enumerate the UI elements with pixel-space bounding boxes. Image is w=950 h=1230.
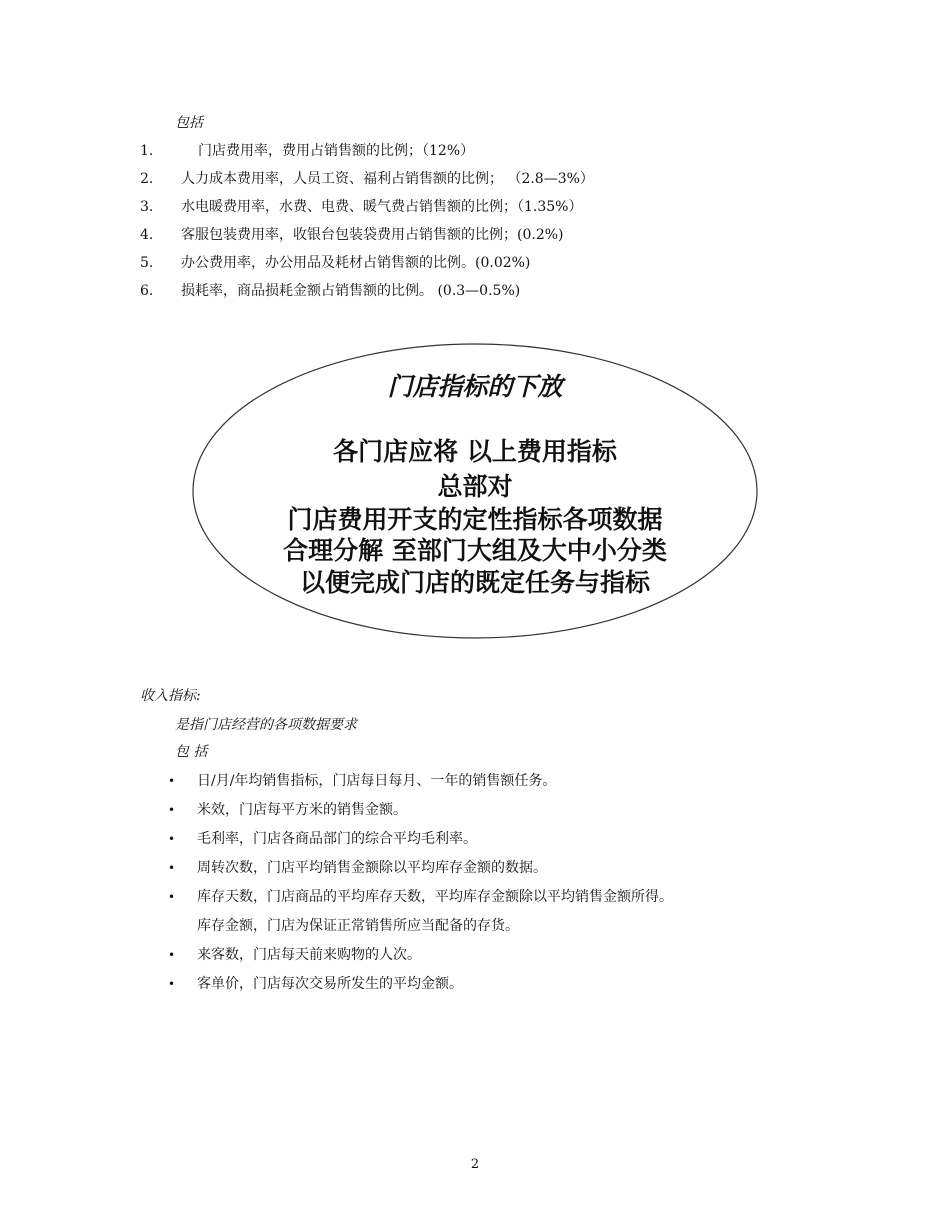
list-item: 日/月/年均销售指标，门店每日每月、一年的销售额任务。	[197, 773, 557, 789]
list-item-text: 客服包装费用率，收银台包装袋费用占销售额的比例；(0.2%)	[181, 227, 564, 243]
callout-line: 各门店应将 以上费用指标	[333, 437, 617, 466]
callout-line: 总部对	[437, 472, 513, 501]
list-item-continuation: 库存金额，门店为保证正常销售所应当配备的存货。	[197, 918, 519, 934]
bullet-icon: •	[168, 948, 176, 962]
list-item-text: 办公费用率，办公用品及耗材占销售额的比例。(0.02%)	[181, 255, 531, 271]
section2-description: 是指门店经营的各项数据要求	[175, 717, 357, 733]
bullet-icon: •	[168, 774, 176, 788]
section2-intro: 包 括	[175, 744, 208, 760]
callout-line: 合理分解 至部门大组及大中小分类	[283, 536, 667, 565]
list-item-text: 人力成本费用率，人员工资、福利占销售额的比例； （2.8—3%）	[181, 171, 594, 187]
bullet-icon: •	[168, 803, 176, 817]
list-item: 来客数，门店每天前来购物的人次。	[197, 947, 421, 963]
callout-title: 门店指标的下放	[387, 372, 563, 401]
page-number: 2	[470, 1157, 480, 1172]
section1-intro: 包括	[175, 115, 203, 131]
list-item-number: 4.	[140, 227, 154, 243]
list-item-number: 5.	[140, 255, 154, 271]
list-item-number: 2.	[140, 171, 154, 187]
list-item-text: 水电暖费用率，水费、电费、暖气费占销售额的比例；（1.35%）	[181, 199, 583, 215]
list-item: 周转次数，门店平均销售金额除以平均库存金额的数据。	[197, 860, 547, 876]
callout-line: 门店费用开支的定性指标各项数据	[287, 505, 663, 534]
list-item-number: 6.	[140, 283, 154, 299]
callout-line: 以便完成门店的既定任务与指标	[299, 568, 650, 597]
store-indicator-callout	[192, 343, 758, 639]
list-item: 米效，门店每平方米的销售金额。	[197, 802, 407, 818]
list-item: 客单价，门店每次交易所发生的平均金额。	[197, 976, 463, 992]
list-item-number: 1.	[140, 143, 154, 159]
list-item-number: 3.	[140, 199, 154, 215]
bullet-icon: •	[168, 832, 176, 846]
bullet-icon: •	[168, 890, 176, 904]
section2-heading: 收入指标:	[140, 688, 201, 704]
list-item: 毛利率，门店各商品部门的综合平均毛利率。	[197, 831, 477, 847]
list-item-text: 损耗率，商品损耗金额占销售额的比例。 (0.3—0.5%)	[181, 283, 521, 299]
list-item-text: 门店费用率，费用占销售额的比例；（12%）	[198, 143, 475, 159]
list-item: 库存天数，门店商品的平均库存天数，平均库存金额除以平均销售金额所得。	[197, 889, 673, 905]
bullet-icon: •	[168, 977, 176, 991]
bullet-icon: •	[168, 861, 176, 875]
